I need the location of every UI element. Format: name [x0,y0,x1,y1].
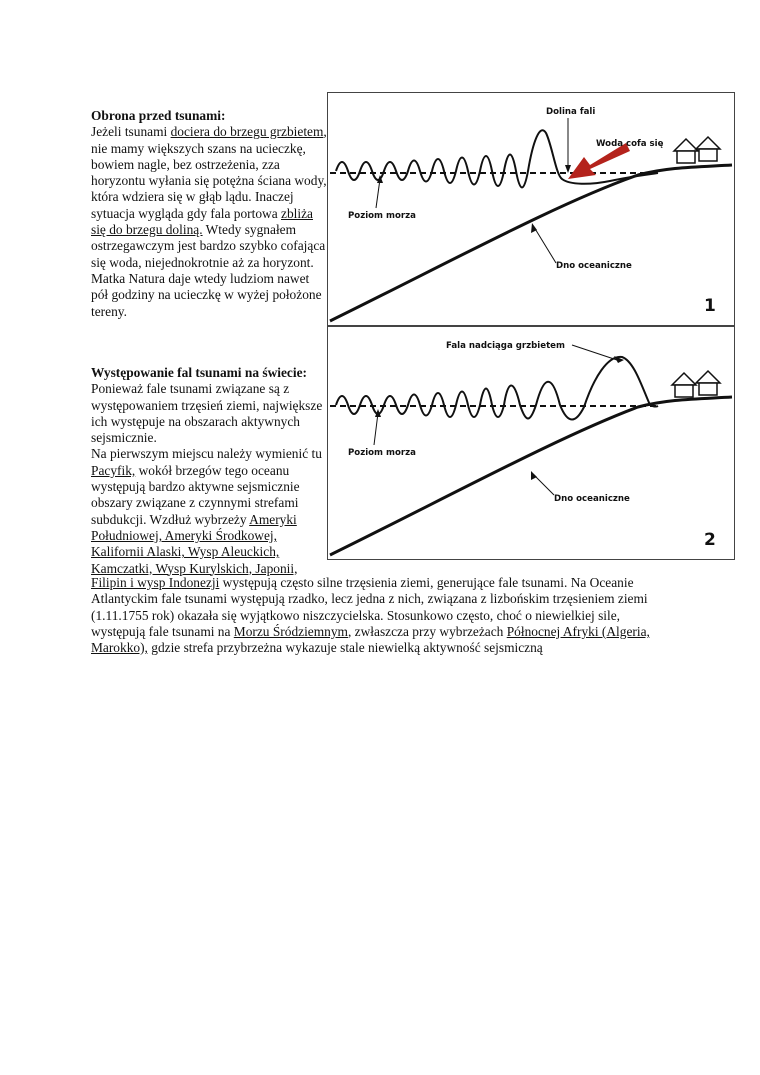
section-occurrence-text [91,365,327,577]
occurrence-paragraph-2 [91,446,327,576]
occurrence-text-3: występują często silne trzęsienia ziemi, generujące fale tsunami. Na Oceanie Atlantyckim fale tsunami występują rzadko, lecz jedna z nich, związana z lizbońskim trzęsieniem ziemi (1.11.1755 rok) okazała się wyjątkowo niszczycielska. Stosunkowo często, choć o niewielkiej sile, występują fale tsunami na [91,575,648,639]
label-retreat: Woda cofa się [596,139,664,149]
occurrence-text-1: Na pierwszym miejscu należy wymienić tu [91,446,322,462]
figure-number: 1 [704,296,716,316]
label-trough: Dolina fali [546,107,596,117]
figure1-diagram [328,93,734,325]
occurrence-paragraph-continued [91,575,671,656]
defense-paragraph [91,124,327,320]
house-icon [672,371,720,397]
link-pacyfik[interactable]: Pacyfik, [91,462,136,478]
label-sea-level: Poziom morza [348,448,416,458]
seabed-pointer [534,227,556,263]
occurrence-paragraph-1: Ponieważ fale tsunami związane są z występowaniem trzęsień ziemi, największe ich występuje na obszarach aktywnych sejsmicznie. [91,381,323,446]
trough-pointer-head [565,165,571,173]
seabed-pointer [534,475,554,495]
defense-text-3: Wtedy sygnałem ostrzegawczym jest bardzo szybko cofająca się woda, niejednokrotnie aż za horyzont. Matka Natura daje wtedy ludziom nawet pół godziny na ucieczkę w wyżej położone tereny. [91,222,326,319]
link-regions-part[interactable]: Ameryki Południowej, Ameryki Środkowej, Kalifornii Alaski, Wysp Aleuckich, Kamczatki, Wysp Kurylskich, Japonii, [91,511,298,576]
sea-level-pointer [374,413,378,445]
link-crest[interactable]: dociera do brzegu grzbietem [170,124,324,140]
wave-crest-line [336,357,658,420]
link-trough[interactable]: zbliża się do brzegu doliną. [91,205,313,238]
section-heading-occurrence: Występowanie fal tsunami na świecie: [91,365,307,380]
defense-text-2: , nie mamy większych szans na ucieczkę, bowiem nagle, bez ostrzeżenia, zza horyzontu wyłania się potężna ściana wody, która wdziera się w głąb lądu. Inaczej sytuacja wygląda gdy fala portowa [91,124,327,221]
label-seabed: Dno oceaniczne [554,494,630,504]
occurrence-text-5: gdzie strefa przybrzeżna wykazuje stale niewielką aktywność sejsmiczną [147,640,543,656]
occurrence-continued-text [91,575,671,656]
figure2-diagram [328,327,734,559]
figure-tsunami-crest [327,326,735,560]
label-seabed: Dno oceaniczne [556,261,632,271]
house-icon [674,137,720,163]
label-sea-level: Poziom morza [348,211,416,221]
figure-tsunami-trough [327,92,735,326]
section-heading-defense: Obrona przed tsunami: [91,108,226,123]
occurrence-text-2: wokół brzegów tego oceanu występują bardzo aktywne sejsmicznie obszary związane z czynnymi strefami subdukcji. Wzdłuż wybrzeży [91,462,300,527]
crest-pointer [572,345,620,361]
seabed-pointer-head [531,471,537,480]
seabed-pointer-head [531,223,537,233]
label-crest: Fala nadciąga grzbietem [446,341,565,351]
link-morze[interactable]: Morzu Śródziemnym [233,623,348,639]
occurrence-text-4: , zwłaszcza przy wybrzeżach [347,623,507,639]
section-defense-text [91,108,327,320]
seabed-line [330,165,732,321]
sea-level-pointer [376,179,380,208]
figure-number: 2 [704,530,716,550]
link-afryka[interactable]: Północnej Afryki (Algeria, Marokko), [91,623,650,656]
defense-text-1: Jeżeli tsunami [91,124,171,140]
link-regions-cont[interactable]: Filipin i wysp Indonezji [91,575,220,590]
